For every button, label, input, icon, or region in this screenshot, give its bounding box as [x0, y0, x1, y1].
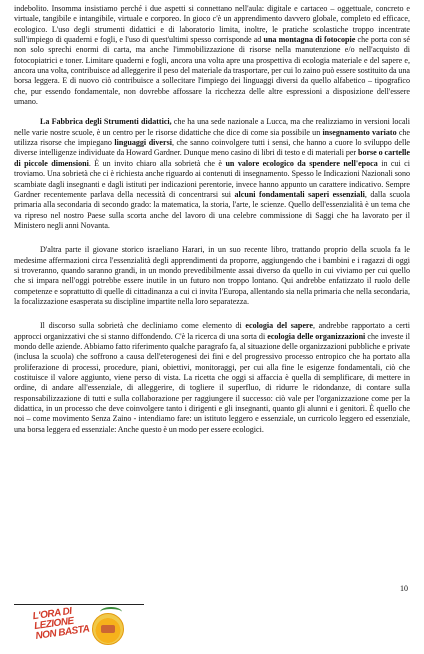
- text-segment: Il discorso sulla sobrietà che decliniamo come elemento di: [40, 321, 246, 331]
- text-segment: che ha una sede nazionale a Lucca, ma che realizziamo in versioni locali nelle varie nostre scuole, è un centro per le risorse didattiche che dice di come sia possibile un: [14, 117, 410, 137]
- text-segment: . È un invito chiaro alla sobrietà che è: [88, 158, 226, 168]
- text-segment: , dalla scuola primaria alla secondaria di secondo grado: la matematica, la storia, l'arte, le scienze. Quello dell'essenzialità è un tema che va ripreso nel nostro Paese sulla scorta anche del lavoro di una celebre commissione di Saggi che ha lavorato per il Ministero negli anni Novanta.: [14, 189, 411, 230]
- paragraph-2: [14, 117, 410, 231]
- bold-segment: alcuni fondamentali saperi essenziali: [234, 189, 365, 199]
- text-segment: D'altra parte il giovane storico israeliano Harari, in un suo recente libro, trattando proprio della scuola fa le medesime affermazioni circa l'essenzialità degli apprendimenti da proporre, aggiungendo che i bambini e i ragazzi di oggi si troveranno, quando saranno grandi, in un mondo prevedibilmente assai diverso da quello in cui viviamo per cui quello che si impara nell'oggi potrebbe essere inutile in un futuro non troppo lontano. Qui andrebbe enfatizzato il ruolo delle competenze e soprattutto di quelle di cittadinanza a cui ci invita l'Europa, allentando sia nella primaria che nella secondaria, la focalizzazione esasperata su discipline impartite nella loro separatezza.: [14, 245, 410, 306]
- text-segment: , andrebbe rapportato a certi approcci organizzativi che si stanno diffondendo. C'è la ricerca di una sorta di: [14, 321, 410, 341]
- text-segment: , che sanno coinvolgere tutti i sensi, che hanno a cuore lo sviluppo delle diverse intelligenze individuate da Howard Gardner. Dunque meno casino di libri di testo e di materiali per: [14, 138, 411, 158]
- bold-segment: ecologia del sapere: [245, 321, 313, 331]
- bold-segment: borse o cartelle di piccole dimensioni: [14, 148, 410, 168]
- document-body: [14, 4, 410, 435]
- paragraph-1: [14, 4, 410, 107]
- lora-di-lezione-logo: L'ORA DI LEZIONE NON BASTA: [32, 605, 91, 643]
- text-segment: in cui ci troviamo. Una sobrietà che ci è richiesta anche riguardo ai contenuti di insegnamento. Spesso le Indicazioni Nazionali sono scambiate dagli insegnanti e dagli istituti per indicazioni perentorie, invece hanno appunto un carattere indicativo. Sempre Gardner recentemente parlava della necessità di concentrarsi sui: [14, 158, 410, 199]
- bold-segment: insegnamento variato: [322, 127, 397, 137]
- paragraph-3: [14, 245, 410, 307]
- bold-segment: un valore ecologico da spendere nell'epoca: [225, 158, 378, 168]
- text-segment: che porta con sé non solo sprechi enormi di carta, ma anche l'immobilizzazione di risorse nella manutenzione e/o nell'acquisto di fotocopiatrici e toner. Limitare quaderni e fogli, ancora una volta apre una prospettiva di ecologia materiale e del sapere e, ancora una volta, contribuisce ad alleggerire il peso del materiale da trasportare, per cui lo zaino può essere sostituito da una borsa leggera. E di nuovo ciò contribuisce a sollecitare l'impiego dei linguaggi diversi da quello alfabetico – tipografico che, pur essendo fondamentale, non dovrebbe affossare la ricchezza delle altre espressioni a disposizione dell'essere umano.: [14, 35, 410, 107]
- bold-segment: una montagna di fotocopie: [263, 35, 356, 45]
- text-segment: che utilizza risorse che impiegano: [14, 127, 410, 148]
- bold-segment: linguaggi diversi: [114, 138, 172, 148]
- paragraph-4: [14, 321, 410, 435]
- bold-segment: La Fabbrica degli Strumenti didattici,: [40, 117, 172, 127]
- bold-segment: ecologia delle organizzazioni: [267, 331, 366, 341]
- senza-zaino-logo-icon: [92, 613, 124, 645]
- page-number: 10: [400, 584, 408, 593]
- text-segment: indebolito. Insomma insistiamo perché i due aspetti si connettano nell'aula: digitale e cartaceo – oggettuale, concreto e virtuale, tangibile e intangibile, virtuale e corporeo. In gioco c'è un apprendimento davvero globale, completo ed efficace, ecologico. L'uso degli strumenti didattici e di laboratorio limita, inoltre, le pratiche scolastiche troppo incentrate sull'impiego di quaderni e fogli, e l'uso di quest'ultimi spesso corrisponde ad: [14, 4, 410, 45]
- text-segment: che investe il mondo delle aziende. Abbiamo fatto riferimento qualche paragrafo fa, al situazione delle organizzazioni pubbliche e private (inclusa la scuola) che soffrono a causa dell'eterogenesi dei fini e del progressivo processo entropico che ha portato alla proliferazione di processi, procedure, piani, obiettivi, monitoraggi, per cui alla fine le esigenze fondamentali, ciò che costituisce il valore aggiunto, viene perso di vista. La ricetta che oggi si affaccia è quella di semplificare, di mettere in ordine, di andare all'essenziale, di alleggerire, di togliere il superfluo, di ridurre le ridondanze, di contare sulla responsabilizzazione di tutti e sulla collaborazione per raggiungere il successo: ciò vale per l'organizzazione come per la didattica, in un processo che deve coinvolgere tanto i dirigenti e gli insegnanti, quanto gli alunni e i genitori. È quello che noi – come movimento Senza Zaino - intendiamo fare: un istituto leggero e essenziale, un curricolo leggero ed essenziale, una borsa leggera ed essenziale: Anche questo è un modo per essere ecologici.: [14, 331, 410, 434]
